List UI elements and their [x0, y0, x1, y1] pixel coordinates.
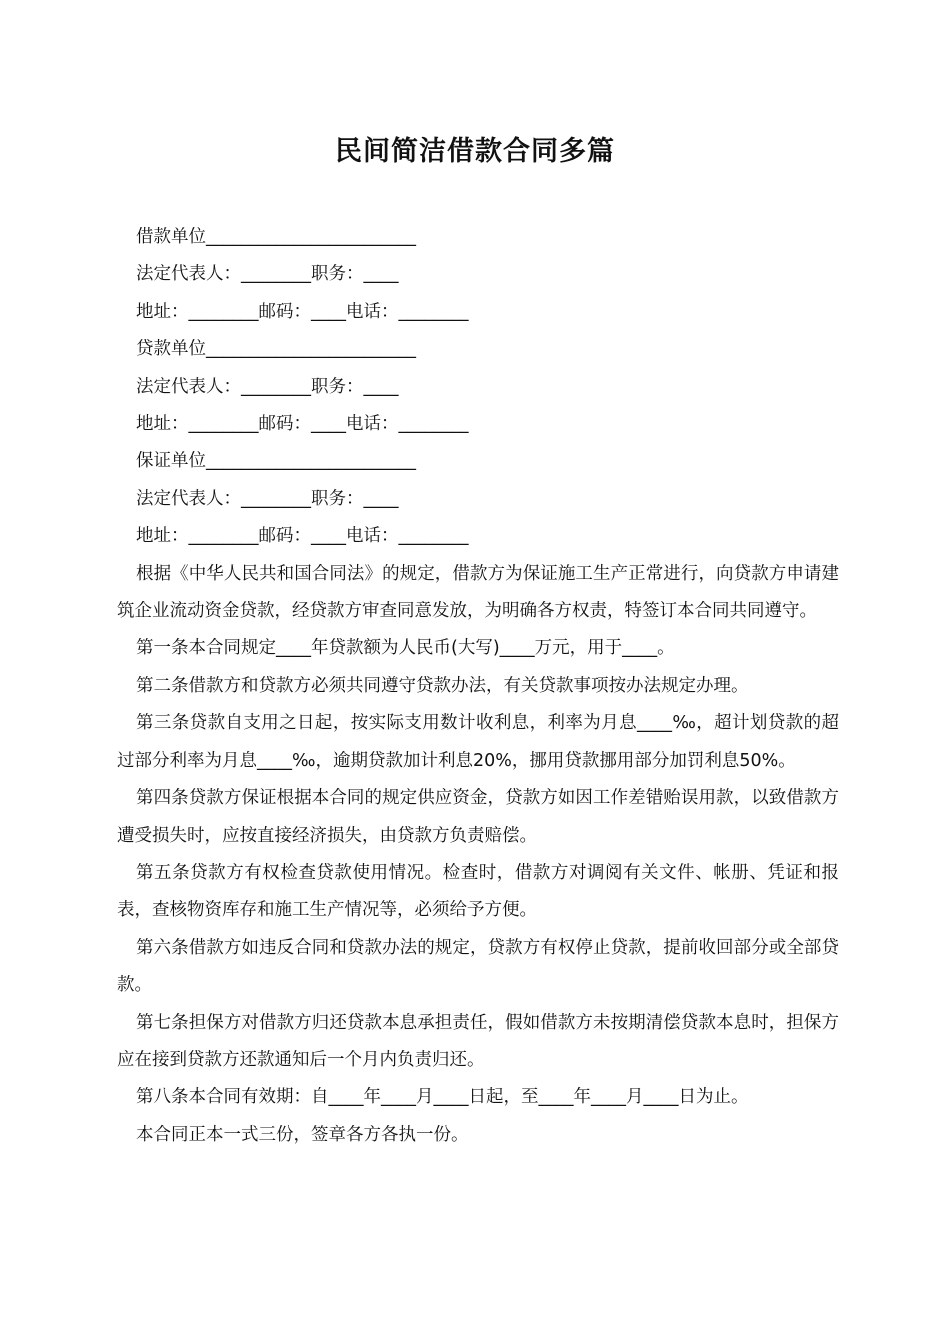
- lender-representative-line: 法定代表人：________职务：____: [136, 376, 399, 397]
- article-7: 第七条担保方对借款方归还贷款本息承担责任，假如借款方未按期清偿贷款本息时，担保方应在接到贷款方还款通知后一个月内负责归还。: [117, 1012, 839, 1070]
- guarantor-unit-line: 保证单位________________________: [136, 451, 416, 472]
- guarantor-address-line: 地址：________邮码：____电话：________: [136, 526, 469, 547]
- article-1: 第一条本合同规定____年贷款额为人民币(大写)____万元，用于____。: [136, 638, 675, 659]
- article-8: 第八条本合同有效期：自____年____月____日起，至____年____月____日为止。: [136, 1087, 749, 1108]
- document-title: 民间简洁借款合同多篇: [335, 136, 615, 167]
- article-5: 第五条贷款方有权检查贷款使用情况。检查时，借款方对调阅有关文件、帐册、凭证和报表，查核物资库存和施工生产情况等，必须给予方便。: [117, 862, 839, 921]
- article-4: 第四条贷款方保证根据本合同的规定供应资金，贷款方如因工作差错贻误用款，以致借款方遭受损失时，应按直接经济损失，由贷款方负责赔偿。: [117, 788, 839, 846]
- article-3: 第三条贷款自支用之日起，按实际支用数计收利息，利率为月息____‰，超计划贷款的超过部分利率为月息____‰，逾期贷款加计利息20%，挪用贷款挪用部分加罚利息50%。: [117, 713, 839, 771]
- article-6: 第六条借款方如违反合同和贷款办法的规定，贷款方有权停止贷款，提前收回部分或全部贷款。: [117, 937, 839, 996]
- copies-clause: 本合同正本一式三份，签章各方各执一份。: [136, 1124, 469, 1145]
- guarantor-representative-line: 法定代表人：________职务：____: [136, 488, 399, 509]
- contract-body: [117, 219, 839, 1154]
- lender-address-line: 地址：________邮码：____电话：________: [136, 414, 469, 435]
- preamble-paragraph: 根据《中华人民共和国合同法》的规定，借款方为保证施工生产正常进行，向贷款方申请建筑企业流动资金贷款，经贷款方审查同意发放，为明确各方权责，特签订本合同共同遵守。: [117, 563, 839, 622]
- borrower-representative-line: 法定代表人：________职务：____: [136, 264, 399, 285]
- borrower-address-line: 地址：________邮码：____电话：________: [136, 301, 469, 322]
- borrower-unit-line: 借款单位________________________: [136, 227, 416, 247]
- article-2: 第二条借款方和贷款方必须共同遵守贷款办法，有关贷款事项按办法规定办理。: [136, 675, 749, 696]
- lender-unit-line: 贷款单位________________________: [136, 339, 416, 360]
